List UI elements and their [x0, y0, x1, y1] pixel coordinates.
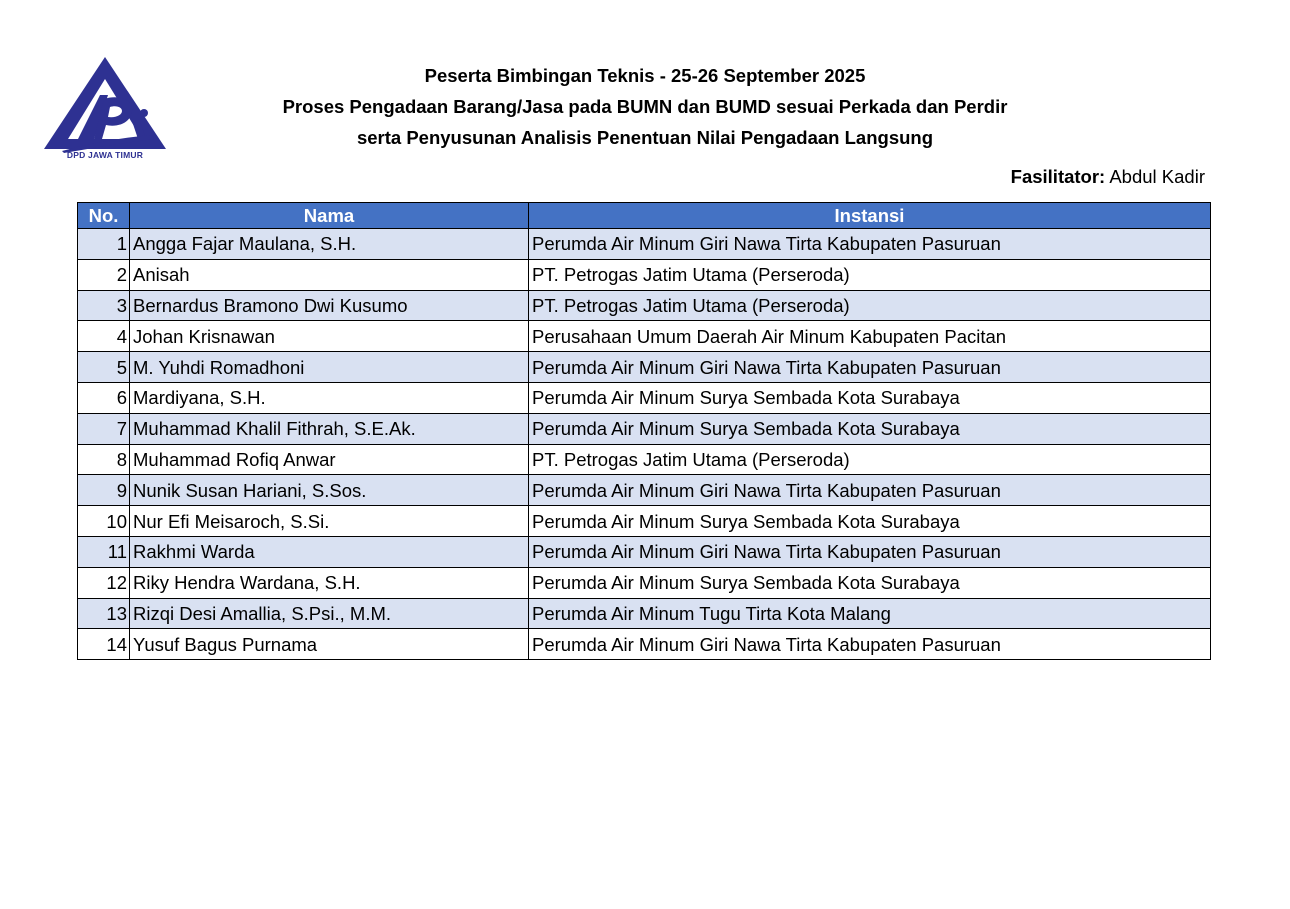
- cell-nama: Muhammad Rofiq Anwar: [130, 444, 529, 475]
- cell-no: 5: [78, 352, 130, 383]
- table-row: [78, 229, 1211, 260]
- cell-instansi: Perumda Air Minum Giri Nawa Tirta Kabupaten Pasuruan: [529, 536, 1211, 567]
- table-row: [78, 506, 1211, 537]
- table-row: [78, 290, 1211, 321]
- table-row: [78, 321, 1211, 352]
- title-line-2: Proses Pengadaan Barang/Jasa pada BUMN dan BUMD sesuai Perkada dan Perdir: [282, 96, 1008, 117]
- table-row: [78, 567, 1211, 598]
- cell-no: 6: [78, 382, 130, 413]
- cell-no: 13: [78, 598, 130, 629]
- participant-table: [77, 202, 1211, 660]
- column-header-instansi: Instansi: [529, 203, 1211, 229]
- fasilitator-label: Fasilitator:: [1010, 166, 1106, 187]
- fasilitator-name: Abdul Kadir: [1109, 166, 1205, 187]
- cell-no: 8: [78, 444, 130, 475]
- title-line-3: serta Penyusunan Analisis Penentuan Nilai Pengadaan Langsung: [356, 127, 934, 148]
- logo-caption: DPD JAWA TIMUR: [66, 150, 144, 160]
- cell-no: 12: [78, 567, 130, 598]
- table-row: [78, 413, 1211, 444]
- cell-instansi: Perumda Air Minum Surya Sembada Kota Surabaya: [529, 382, 1211, 413]
- cell-no: 11: [78, 536, 130, 567]
- cell-nama: Rizqi Desi Amallia, S.Psi., M.M.: [130, 598, 529, 629]
- cell-instansi: Perumda Air Minum Surya Sembada Kota Surabaya: [529, 506, 1211, 537]
- fasilitator: [1011, 166, 1205, 188]
- table-row: [78, 352, 1211, 383]
- cell-nama: Angga Fajar Maulana, S.H.: [130, 229, 529, 260]
- table-row: [78, 598, 1211, 629]
- table-row: [78, 444, 1211, 475]
- column-header-nama: Nama: [130, 203, 529, 229]
- column-header-no: No.: [78, 203, 130, 229]
- cell-nama: Anisah: [130, 259, 529, 290]
- cell-instansi: Perumda Air Minum Giri Nawa Tirta Kabupaten Pasuruan: [529, 475, 1211, 506]
- cell-instansi: Perumda Air Minum Tugu Tirta Kota Malang: [529, 598, 1211, 629]
- cell-nama: Yusuf Bagus Purnama: [130, 629, 529, 660]
- cell-instansi: Perumda Air Minum Surya Sembada Kota Surabaya: [529, 567, 1211, 598]
- cell-nama: Riky Hendra Wardana, S.H.: [130, 567, 529, 598]
- table-body: [78, 229, 1211, 660]
- cell-instansi: Perumda Air Minum Giri Nawa Tirta Kabupaten Pasuruan: [529, 229, 1211, 260]
- cell-no: 4: [78, 321, 130, 352]
- cell-instansi: PT. Petrogas Jatim Utama (Perseroda): [529, 444, 1211, 475]
- table-row: [78, 475, 1211, 506]
- cell-nama: Rakhmi Warda: [130, 536, 529, 567]
- cell-instansi: PT. Petrogas Jatim Utama (Perseroda): [529, 290, 1211, 321]
- table-row: [78, 382, 1211, 413]
- cell-no: 14: [78, 629, 130, 660]
- cell-nama: M. Yuhdi Romadhoni: [130, 352, 529, 383]
- table-row: [78, 259, 1211, 290]
- table-row: [78, 629, 1211, 660]
- cell-instansi: Perumda Air Minum Surya Sembada Kota Surabaya: [529, 413, 1211, 444]
- cell-no: 2: [78, 259, 130, 290]
- cell-nama: Bernardus Bramono Dwi Kusumo: [130, 290, 529, 321]
- table-row: [78, 536, 1211, 567]
- cell-instansi: PT. Petrogas Jatim Utama (Perseroda): [529, 259, 1211, 290]
- cell-nama: Johan Krisnawan: [130, 321, 529, 352]
- cell-nama: Nunik Susan Hariani, S.Sos.: [130, 475, 529, 506]
- cell-instansi: Perumda Air Minum Giri Nawa Tirta Kabupaten Pasuruan: [529, 629, 1211, 660]
- cell-no: 7: [78, 413, 130, 444]
- cell-nama: Muhammad Khalil Fithrah, S.E.Ak.: [130, 413, 529, 444]
- cell-no: 3: [78, 290, 130, 321]
- cell-nama: Nur Efi Meisaroch, S.Si.: [130, 506, 529, 537]
- cell-no: 1: [78, 229, 130, 260]
- cell-no: 9: [78, 475, 130, 506]
- cell-instansi: Perumda Air Minum Giri Nawa Tirta Kabupaten Pasuruan: [529, 352, 1211, 383]
- cell-instansi: Perusahaan Umum Daerah Air Minum Kabupaten Pacitan: [529, 321, 1211, 352]
- title-line-1: Peserta Bimbingan Teknis - 25-26 September 2025: [424, 65, 866, 86]
- table-header-row: [78, 203, 1211, 229]
- cell-nama: Mardiyana, S.H.: [130, 382, 529, 413]
- cell-no: 10: [78, 506, 130, 537]
- document-title: [0, 60, 1290, 153]
